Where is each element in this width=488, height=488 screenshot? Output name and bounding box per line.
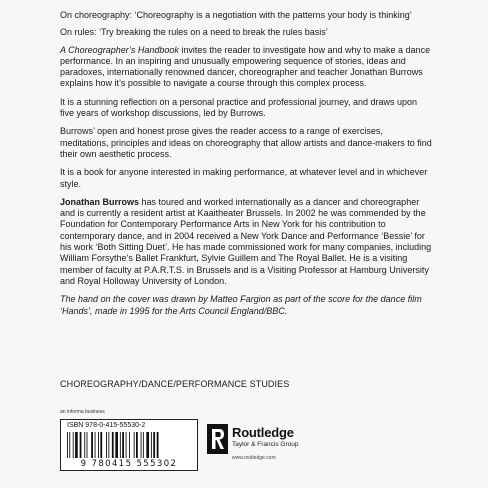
imprint-tagline: an informa business [60,409,105,415]
choreography-quote: On choreography: ‘Choreography is a negotiation with the patterns your body is thinking’ [60,10,412,20]
barcode-digits: 9 780415 555302 [80,459,178,469]
author-name: Jonathan Burrows [60,196,140,207]
reflection-paragraph: It is a stunning reflection on a personal practice and professional journey, and draws upon five years of workshop discussions, led by Burrows. [60,96,418,119]
audience-paragraph: It is a book for anyone interested in making performance, at whatever level and in whichever style. [60,167,428,189]
author-bio-text: has toured and worked internationally as a dancer and choreographer and is currently a resident artist at Kaaitheater Brussels. In 2002 he was commended by the Foundation for Contemporary Performance Arts in New York for his contribution to contemporary dance, and in 2004 received a New York Dance and Performance ‘Bessie’ for his work ‘Both Sitting Duet’. He has made commissioned work for many companies, including William Forsythe’s Ballet Frankfurt, Sylvie Guillem and The Royal Ballet. He is a visiting member of faculty at P.A.R.T.S. in Brussels and is a Visiting Professor at Hamburg University and Royal Holloway University of London. [60,196,432,286]
rules-quote: On rules: ‘Try breaking the rules on a need to break the rules basis’ [60,27,328,38]
publisher-logo [207,423,337,463]
intro-paragraph [60,45,432,90]
barcode-icon [67,432,189,458]
publisher-url: www.routledge.com [232,455,276,461]
prose-paragraph: Burrows’ open and honest prose gives the reader access to a range of exercises, meditations, principles and ideas on choreography that allow artists and dance-makers to find their own aesthetic process. [60,126,432,159]
blurb-column [60,10,432,324]
subject-categories: CHOREOGRAPHY/DANCE/PERFORMANCE STUDIES [60,379,290,389]
author-bio [60,197,432,287]
publisher-name: Routledge [232,425,294,440]
barcode-panel [60,419,198,471]
isbn-label: ISBN 978-0-415-55530-2 [67,422,146,429]
intro-text: invites the reader to investigate how and why to make a dance performance. In an inspiring and unusually empowering sequence of stories, ideas and paradoxes, internationally renowned dancer, choreographer and teacher Jonathan Burrows explains how it’s possible to navigate a course through this complex process. [60,44,431,89]
cover-credit: The hand on the cover was drawn by Matteo Fargion as part of the score for the dance film ‘Hands’, made in 1995 for the Arts Council England/BBC. [60,294,422,316]
book-title: A Choreographer’s Handbook [60,44,179,55]
publisher-group: Taylor & Francis Group [232,441,299,448]
routledge-r-icon [207,424,228,454]
